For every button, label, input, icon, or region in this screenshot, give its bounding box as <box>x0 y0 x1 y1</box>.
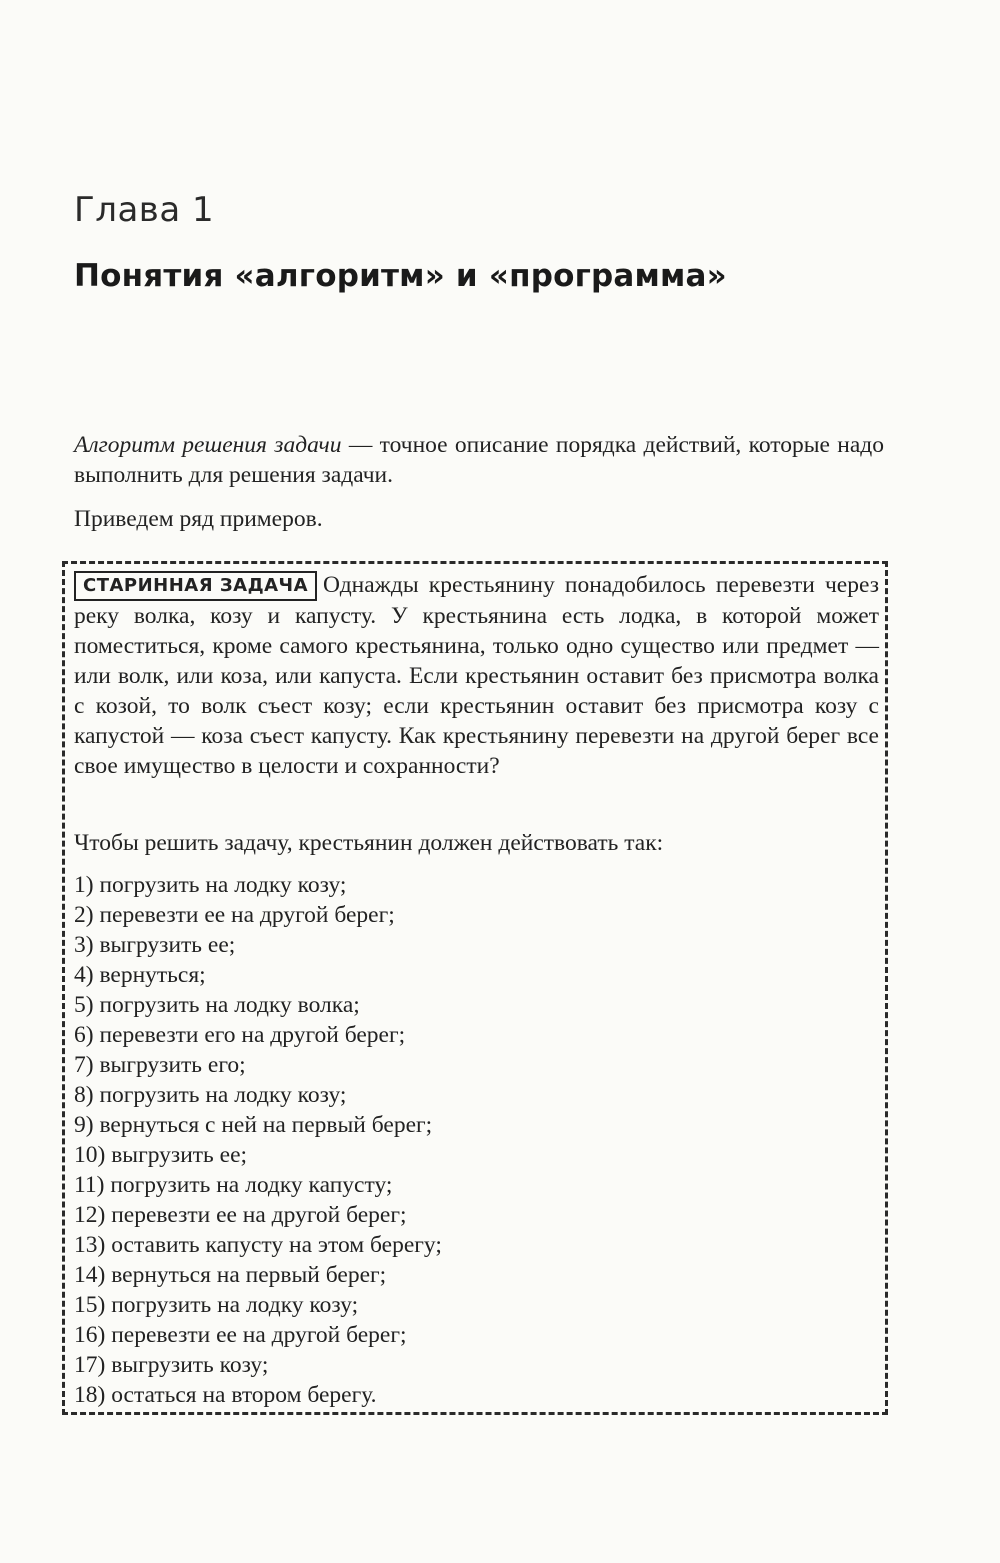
intro-paragraph: Приведем ряд примеров. <box>74 506 323 532</box>
step-item: 15) погрузить на лодку козу; <box>74 1292 359 1318</box>
task-text: Однажды крестьянину понадобилось перевезти через реку волка, козу и капусту. У крестьянина есть лодка, в которой может поместиться, кроме самого крестьянина, только одно существо или предмет — или волк, или коза, или капуста. Если крестьянин оставит без присмотра волка с козой, то волк съест козу; если крестьянин оставит без присмотра козу с капустой — коза съест капусту. Как крестьянину перевезти на другой берег все свое имущество в целости и сохранности? <box>74 572 879 779</box>
step-item: 6) перевезти его на другой берег; <box>74 1022 406 1048</box>
step-item: 18) остаться на втором берегу. <box>74 1382 377 1408</box>
definition-text: — точное описание порядка действий, которые надо выполнить для решения задачи. <box>74 432 884 488</box>
step-item: 8) погрузить на лодку козу; <box>74 1082 347 1108</box>
step-item: 2) перевезти ее на другой берег; <box>74 902 395 928</box>
step-item: 12) перевезти ее на другой берег; <box>74 1202 407 1228</box>
steps-list <box>74 870 442 1410</box>
solution-intro: Чтобы решить задачу, крестьянин должен действовать так: <box>74 830 664 856</box>
definition-term: Алгоритм решения задачи <box>74 432 342 458</box>
step-item: 4) вернуться; <box>74 962 206 988</box>
step-item: 3) выгрузить ее; <box>74 932 236 958</box>
step-item: 7) выгрузить его; <box>74 1052 246 1078</box>
step-item: 11) погрузить на лодку капусту; <box>74 1172 393 1198</box>
step-item: 17) выгрузить козу; <box>74 1352 269 1378</box>
task-paragraph <box>74 570 879 781</box>
step-item: 1) погрузить на лодку козу; <box>74 872 347 898</box>
chapter-title: Понятия «алгоритм» и «программа» <box>74 258 727 294</box>
step-item: 16) перевезти ее на другой берег; <box>74 1322 407 1348</box>
step-item: 5) погрузить на лодку волка; <box>74 992 360 1018</box>
step-item: 14) вернуться на первый берег; <box>74 1262 387 1288</box>
task-badge: СТАРИННАЯ ЗАДАЧА <box>74 571 317 601</box>
definition-paragraph <box>74 430 884 490</box>
step-item: 9) вернуться с ней на первый берег; <box>74 1112 433 1138</box>
step-item: 10) выгрузить ее; <box>74 1142 248 1168</box>
step-item: 13) оставить капусту на этом берегу; <box>74 1232 442 1258</box>
chapter-label: Глава 1 <box>74 190 215 230</box>
